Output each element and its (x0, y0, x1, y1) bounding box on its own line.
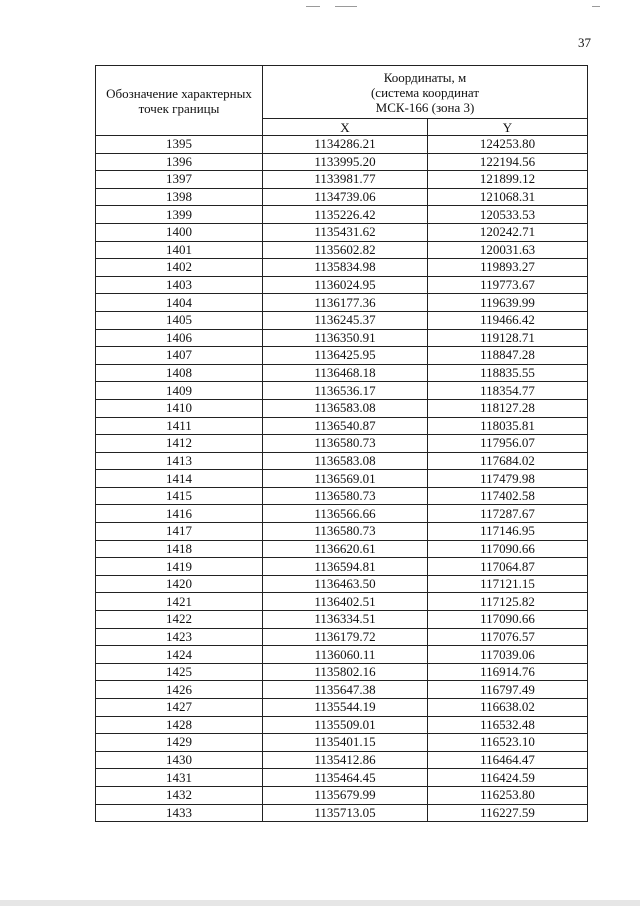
header-coordinates (263, 66, 588, 119)
cell-x: 1136540.87 (263, 417, 428, 435)
cell-x: 1136425.95 (263, 347, 428, 365)
cell-y: 121068.31 (428, 188, 588, 206)
cell-point: 1405 (96, 311, 263, 329)
cell-point: 1409 (96, 382, 263, 400)
cell-y: 117479.98 (428, 470, 588, 488)
cell-x: 1135509.01 (263, 716, 428, 734)
cell-point: 1421 (96, 593, 263, 611)
cell-x: 1136583.08 (263, 399, 428, 417)
table-row (96, 804, 588, 822)
cell-y: 117121.15 (428, 575, 588, 593)
cell-y: 120031.63 (428, 241, 588, 259)
cell-x: 1135412.86 (263, 751, 428, 769)
table-row (96, 241, 588, 259)
cell-y: 117684.02 (428, 452, 588, 470)
cell-y: 116797.49 (428, 681, 588, 699)
cell-point: 1401 (96, 241, 263, 259)
cell-point: 1424 (96, 646, 263, 664)
header-y: Y (428, 119, 588, 136)
cell-point: 1402 (96, 259, 263, 277)
cell-x: 1135431.62 (263, 223, 428, 241)
cell-x: 1135401.15 (263, 734, 428, 752)
cell-x: 1135679.99 (263, 786, 428, 804)
table-row (96, 153, 588, 171)
cell-point: 1398 (96, 188, 263, 206)
table-row (96, 786, 588, 804)
cell-x: 1133995.20 (263, 153, 428, 171)
cell-point: 1418 (96, 540, 263, 558)
table-row (96, 206, 588, 224)
cell-y: 116638.02 (428, 699, 588, 717)
cell-point: 1432 (96, 786, 263, 804)
cell-y: 118835.55 (428, 364, 588, 382)
cell-point: 1425 (96, 663, 263, 681)
table-row (96, 399, 588, 417)
table-row (96, 136, 588, 154)
cell-x: 1136580.73 (263, 487, 428, 505)
table-row (96, 311, 588, 329)
header-coordinates-line2: (система координат (370, 84, 480, 100)
cell-x: 1135544.19 (263, 699, 428, 717)
table-row (96, 276, 588, 294)
table-row (96, 487, 588, 505)
cell-point: 1426 (96, 681, 263, 699)
header-designation-text: Обозначение характерных точек границы (106, 85, 252, 116)
cell-x: 1136350.91 (263, 329, 428, 347)
cell-point: 1422 (96, 611, 263, 629)
cell-x: 1136583.08 (263, 452, 428, 470)
table-row (96, 628, 588, 646)
table-header (96, 66, 588, 136)
cell-point: 1399 (96, 206, 263, 224)
cell-x: 1136620.61 (263, 540, 428, 558)
cell-x: 1136536.17 (263, 382, 428, 400)
cell-x: 1133981.77 (263, 171, 428, 189)
cell-x: 1135713.05 (263, 804, 428, 822)
cell-x: 1135647.38 (263, 681, 428, 699)
table-row (96, 558, 588, 576)
table-row (96, 435, 588, 453)
cell-y: 117064.87 (428, 558, 588, 576)
table-row (96, 769, 588, 787)
cell-x: 1136594.81 (263, 558, 428, 576)
cell-x: 1135802.16 (263, 663, 428, 681)
cell-y: 116227.59 (428, 804, 588, 822)
page-number: 37 (578, 35, 591, 50)
table-row (96, 347, 588, 365)
cell-point: 1419 (96, 558, 263, 576)
table-row (96, 259, 588, 277)
cell-y: 116464.47 (428, 751, 588, 769)
cell-point: 1423 (96, 628, 263, 646)
table-row (96, 575, 588, 593)
cell-y: 118035.81 (428, 417, 588, 435)
cell-y: 116424.59 (428, 769, 588, 787)
table-row (96, 716, 588, 734)
table-row (96, 646, 588, 664)
header-row-main (96, 66, 588, 119)
cell-x: 1135602.82 (263, 241, 428, 259)
cell-point: 1397 (96, 171, 263, 189)
cell-x: 1136463.50 (263, 575, 428, 593)
cell-y: 120242.71 (428, 223, 588, 241)
cell-point: 1411 (96, 417, 263, 435)
table-row (96, 382, 588, 400)
cell-x: 1136580.73 (263, 523, 428, 541)
cell-y: 119466.42 (428, 311, 588, 329)
cell-point: 1416 (96, 505, 263, 523)
cell-x: 1136334.51 (263, 611, 428, 629)
cell-x: 1136177.36 (263, 294, 428, 312)
cell-x: 1135464.45 (263, 769, 428, 787)
cell-y: 117090.66 (428, 540, 588, 558)
cell-point: 1404 (96, 294, 263, 312)
cell-y: 118847.28 (428, 347, 588, 365)
cell-point: 1415 (96, 487, 263, 505)
cell-point: 1428 (96, 716, 263, 734)
cell-y: 117402.58 (428, 487, 588, 505)
scan-bottom-edge (0, 900, 640, 906)
cell-point: 1400 (96, 223, 263, 241)
table-row (96, 223, 588, 241)
table-row (96, 294, 588, 312)
cell-point: 1412 (96, 435, 263, 453)
cell-point: 1429 (96, 734, 263, 752)
cell-point: 1414 (96, 470, 263, 488)
cell-y: 117146.95 (428, 523, 588, 541)
cell-x: 1136245.37 (263, 311, 428, 329)
header-coordinates-line3: МСК-166 (зона 3) (375, 99, 475, 115)
cell-point: 1403 (96, 276, 263, 294)
scan-mark-1 (306, 6, 320, 7)
cell-y: 121899.12 (428, 171, 588, 189)
cell-y: 119639.99 (428, 294, 588, 312)
cell-point: 1417 (96, 523, 263, 541)
cell-point: 1433 (96, 804, 263, 822)
table-row (96, 523, 588, 541)
cell-point: 1427 (96, 699, 263, 717)
cell-y: 118127.28 (428, 399, 588, 417)
cell-y: 117125.82 (428, 593, 588, 611)
cell-point: 1413 (96, 452, 263, 470)
cell-point: 1395 (96, 136, 263, 154)
table-row (96, 417, 588, 435)
scan-mark-2 (335, 6, 357, 7)
cell-x: 1136468.18 (263, 364, 428, 382)
header-designation (96, 66, 263, 136)
cell-y: 119773.67 (428, 276, 588, 294)
cell-x: 1135226.42 (263, 206, 428, 224)
cell-y: 119128.71 (428, 329, 588, 347)
table-row (96, 611, 588, 629)
header-x: X (263, 119, 428, 136)
cell-x: 1136580.73 (263, 435, 428, 453)
cell-y: 120533.53 (428, 206, 588, 224)
cell-y: 118354.77 (428, 382, 588, 400)
cell-x: 1135834.98 (263, 259, 428, 277)
cell-y: 117090.66 (428, 611, 588, 629)
table-row (96, 751, 588, 769)
table-row (96, 188, 588, 206)
cell-point: 1430 (96, 751, 263, 769)
table-row (96, 681, 588, 699)
table-body (96, 136, 588, 822)
cell-y: 116532.48 (428, 716, 588, 734)
table-row (96, 171, 588, 189)
cell-y: 117287.67 (428, 505, 588, 523)
table-row (96, 329, 588, 347)
cell-x: 1136566.66 (263, 505, 428, 523)
cell-y: 116523.10 (428, 734, 588, 752)
cell-y: 117956.07 (428, 435, 588, 453)
coordinates-table (95, 65, 588, 822)
cell-point: 1406 (96, 329, 263, 347)
table-row (96, 540, 588, 558)
cell-x: 1136024.95 (263, 276, 428, 294)
cell-point: 1396 (96, 153, 263, 171)
cell-x: 1134739.06 (263, 188, 428, 206)
table-row (96, 734, 588, 752)
cell-point: 1410 (96, 399, 263, 417)
cell-y: 122194.56 (428, 153, 588, 171)
cell-point: 1407 (96, 347, 263, 365)
cell-point: 1420 (96, 575, 263, 593)
cell-y: 124253.80 (428, 136, 588, 154)
table-row (96, 593, 588, 611)
table-row (96, 452, 588, 470)
cell-y: 117076.57 (428, 628, 588, 646)
scan-mark-3 (592, 6, 600, 7)
cell-x: 1136179.72 (263, 628, 428, 646)
cell-y: 116253.80 (428, 786, 588, 804)
table-row (96, 364, 588, 382)
cell-y: 117039.06 (428, 646, 588, 664)
cell-point: 1431 (96, 769, 263, 787)
cell-x: 1136402.51 (263, 593, 428, 611)
cell-x: 1134286.21 (263, 136, 428, 154)
cell-x: 1136060.11 (263, 646, 428, 664)
cell-point: 1408 (96, 364, 263, 382)
cell-x: 1136569.01 (263, 470, 428, 488)
cell-y: 116914.76 (428, 663, 588, 681)
table-row (96, 663, 588, 681)
table-row (96, 699, 588, 717)
table-row (96, 470, 588, 488)
table-row (96, 505, 588, 523)
cell-y: 119893.27 (428, 259, 588, 277)
header-coordinates-line1: Координаты, м (383, 69, 467, 85)
